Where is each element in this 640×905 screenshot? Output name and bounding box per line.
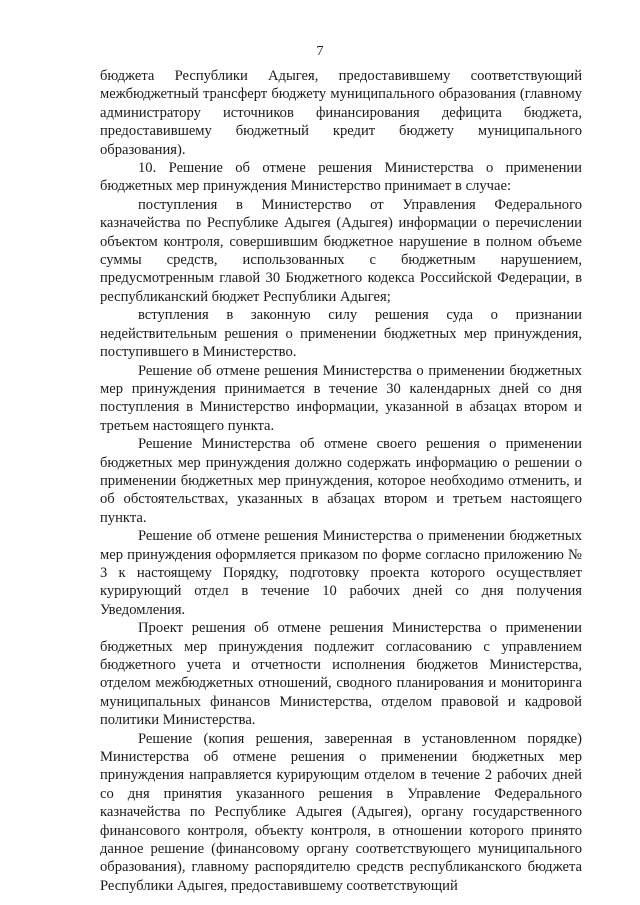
paragraph: Проект решения об отмене решения Министерства о применении бюджетных мер принуждения подлежит согласованию с управлением бюджетного учета и отчетности исполнения бюджетов Министерства, отделом межбюджетных отношений, сводного планирования и мониторинга муниципальных финансов Министерства, отделом правовой и кадровой политики Министерства.	[100, 620, 582, 729]
document-body	[100, 67, 582, 895]
paragraph: поступления в Министерство от Управления Федерального казначейства по Республике Адыгея (Адыгея) информации о перечислении объектом контроля, совершившим бюджетное нарушение в полном объеме суммы средств, использованных с бюджетным нарушением, предусмотренным главой 30 Бюджетного кодекса Российской Федерации, в республиканский бюджет Республики Адыгея;	[100, 196, 582, 305]
paragraph: Решение Министерства об отмене своего решения о применении бюджетных мер принуждения должно содержать информацию о решении о применении бюджетных мер принуждения, которое необходимо отменить, и об обстоятельствах, указанных в абзацах втором и третьем настоящего пункта.	[100, 436, 582, 526]
paragraph: бюджета Республики Адыгея, предоставившему соответствующий межбюджетный трансферт бюджету муниципального образования (главному администратору источников финансирования дефицита бюджета, предоставившему бюджетный кредит бюджету муниципального образования).	[100, 68, 582, 158]
paragraph: Решение (копия решения, заверенная в установленном порядке) Министерства об отмене решения о применении бюджетных мер принуждения направляется курирующим отделом в течение 2 рабочих дней со дня принятия указанного решения в Управление Федерального казначейства по Республике Адыгея (Адыгея), органу государственного финансового контроля, объекту контроля, в отношении которого принято данное решение (финансовому органу соответствующего муниципального образования), главному распорядителю средств республиканского бюджета Республики Адыгея, предоставившему соответствующий	[100, 730, 582, 894]
paragraph: вступления в законную силу решения суда о признании недействительным решения о применении бюджетных мер принуждения, поступившего в Министерство.	[100, 307, 582, 361]
page-number: 7	[316, 44, 324, 59]
paragraph: 10. Решение об отмене решения Министерства о применении бюджетных мер принуждения Министерство принимает в случае:	[100, 160, 582, 195]
paragraph: Решение об отмене решения Министерства о применении бюджетных мер принуждения оформляется приказом по форме согласно приложению № 3 к настоящему Порядку, подготовку проекта которого осуществляет курирующий отдел в течение 10 рабочих дней со дня получения Уведомления.	[100, 528, 582, 618]
paragraph: Решение об отмене решения Министерства о применении бюджетных мер принуждения принимается в течение 30 календарных дней со дня поступления в Министерство информации, указанной в абзацах втором и третьем настоящего пункта.	[100, 362, 582, 434]
